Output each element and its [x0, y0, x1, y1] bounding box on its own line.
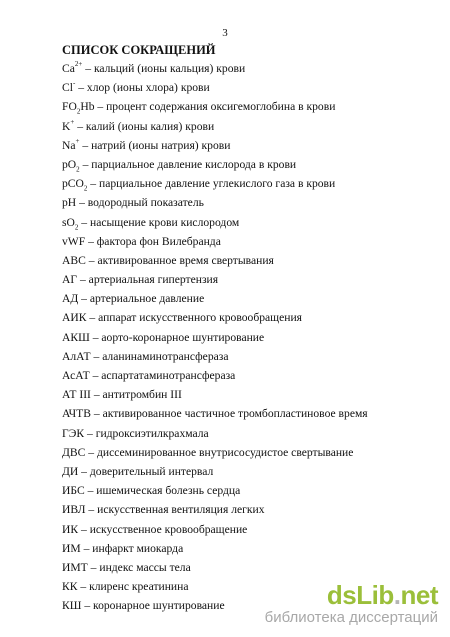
definition: – активированное время свертывания [85, 253, 274, 267]
abbreviation: ГЭК [62, 426, 85, 440]
definition: – насыщение крови кислородом [78, 215, 240, 229]
abbreviation: pH [62, 196, 77, 210]
list-item [62, 426, 432, 445]
abbreviation-subscript: 2 [76, 107, 81, 116]
abbreviation: АД [62, 292, 79, 306]
abbreviation: АЧТВ [62, 407, 91, 421]
list-item [62, 349, 432, 368]
definition: – доверительный интервал [78, 464, 214, 478]
list-item [62, 387, 432, 406]
abbreviation: pO [62, 157, 77, 171]
definition: – клиренс креатинина [77, 580, 189, 594]
definition: – парциальное давление кислорода в крови [79, 157, 297, 171]
abbreviation: АГ [62, 273, 78, 287]
abbreviation: АКШ [62, 330, 90, 344]
abbreviation: ДИ [62, 464, 79, 478]
definition: – парциальное давление углекислого газа в крови [87, 177, 336, 191]
definition: – коронарное шунтирование [81, 599, 225, 613]
definition: – аланинаминотрансфераза [90, 349, 229, 363]
abbreviation-superscript: + [75, 136, 80, 145]
abbreviation-superscript: + [70, 117, 75, 126]
list-item [62, 522, 432, 541]
list-item [62, 234, 432, 253]
list-item [62, 502, 432, 521]
abbreviation: K [62, 119, 71, 133]
list-item [62, 157, 432, 176]
abbreviation: АлАТ [62, 349, 91, 363]
definition: – фактора фон Вилебранда [85, 234, 221, 248]
watermark [265, 582, 438, 625]
definition: – ишемическая болезнь сердца [84, 484, 241, 498]
definition: – инфаркт миокарда [80, 541, 184, 555]
abbreviation-list [62, 61, 432, 617]
list-item [62, 99, 432, 118]
logo-dot: . [393, 580, 401, 610]
definition: – индекс массы тела [87, 560, 191, 574]
abbreviation: ИБС [62, 484, 85, 498]
abbreviation: ИМТ [62, 560, 88, 574]
definition: – антитромбин III [90, 388, 182, 402]
list-item [62, 253, 432, 272]
definition: – кальций (ионы кальция) крови [82, 62, 246, 75]
definition: – артериальная гипертензия [77, 273, 219, 287]
abbreviation: pCO [62, 177, 84, 191]
abbreviation-superscript: - [72, 79, 76, 88]
list-item [62, 483, 432, 502]
abbreviation: Ca [62, 62, 75, 75]
logo-main: dsLib [326, 580, 394, 610]
logo-tld: net [400, 580, 438, 610]
definition: – искусственная вентиляция легких [85, 503, 265, 517]
abbreviation: Na [62, 138, 76, 152]
abbreviation: ИВЛ [62, 503, 86, 517]
abbreviation-subscript: 2 [76, 165, 80, 174]
watermark-tagline: библиотека диссертаций [264, 609, 438, 626]
list-item [62, 310, 432, 329]
definition: – активированное частичное тромбопластиновое время [90, 407, 368, 421]
definition: – водородный показатель [76, 196, 204, 210]
list-item [62, 541, 432, 560]
abbreviation: sO [62, 215, 75, 229]
abbreviation: ДВС [62, 445, 86, 459]
definition: – артериальное давление [78, 292, 205, 306]
abbreviation: АТ III [62, 388, 91, 402]
abbreviation: КК [62, 580, 78, 594]
list-item [62, 291, 432, 310]
list-item [62, 330, 432, 349]
definition: – диссеминированное внутрисосудистое свертывание [85, 445, 354, 459]
list-item [62, 215, 432, 234]
list-item [62, 445, 432, 464]
list-item [62, 272, 432, 291]
abbreviation: ИМ [62, 541, 81, 555]
list-item [62, 119, 432, 138]
dslib-logo [265, 582, 438, 608]
abbreviation: АВС [62, 253, 86, 267]
page-number: 3 [222, 27, 228, 39]
abbreviation-tail: Hb [80, 100, 95, 114]
list-item [62, 406, 432, 425]
abbreviation: АИК [62, 311, 87, 325]
abbreviation: FO [62, 100, 77, 114]
list-item [62, 138, 432, 157]
definition: – аорто-коронарное шунтирование [89, 330, 265, 344]
list-item [62, 560, 432, 579]
list-item [62, 61, 432, 80]
abbreviation: Cl [62, 81, 73, 95]
abbreviation: vWF [62, 234, 86, 248]
list-item [62, 464, 432, 483]
list-item [62, 195, 432, 214]
definition: – калий (ионы калия) крови [74, 119, 215, 133]
abbreviation-subscript: 2 [74, 222, 79, 231]
abbreviation: ИК [62, 522, 79, 536]
list-item [62, 80, 432, 99]
abbreviation-superscript: 2+ [74, 60, 83, 69]
definition: – натрий (ионы натрия) крови [79, 138, 231, 152]
definition: – аспартатаминотрансфераза [89, 369, 236, 382]
page-title: СПИСОК СОКРАЩЕНИЙ [62, 43, 216, 57]
list-item [62, 176, 432, 195]
definition: – процент содержания оксигемоглобина в крови [94, 100, 336, 114]
definition: – хлор (ионы хлора) крови [75, 81, 210, 95]
definition: – искусственное кровообращение [78, 522, 248, 536]
abbreviation: КШ [62, 599, 82, 613]
abbreviation-subscript: 2 [83, 184, 88, 193]
definition: – гидроксиэтилкрахмала [84, 426, 209, 440]
list-item [62, 368, 432, 387]
definition: – аппарат искусственного кровообращения [86, 311, 302, 325]
abbreviation: АсАТ [62, 369, 90, 382]
